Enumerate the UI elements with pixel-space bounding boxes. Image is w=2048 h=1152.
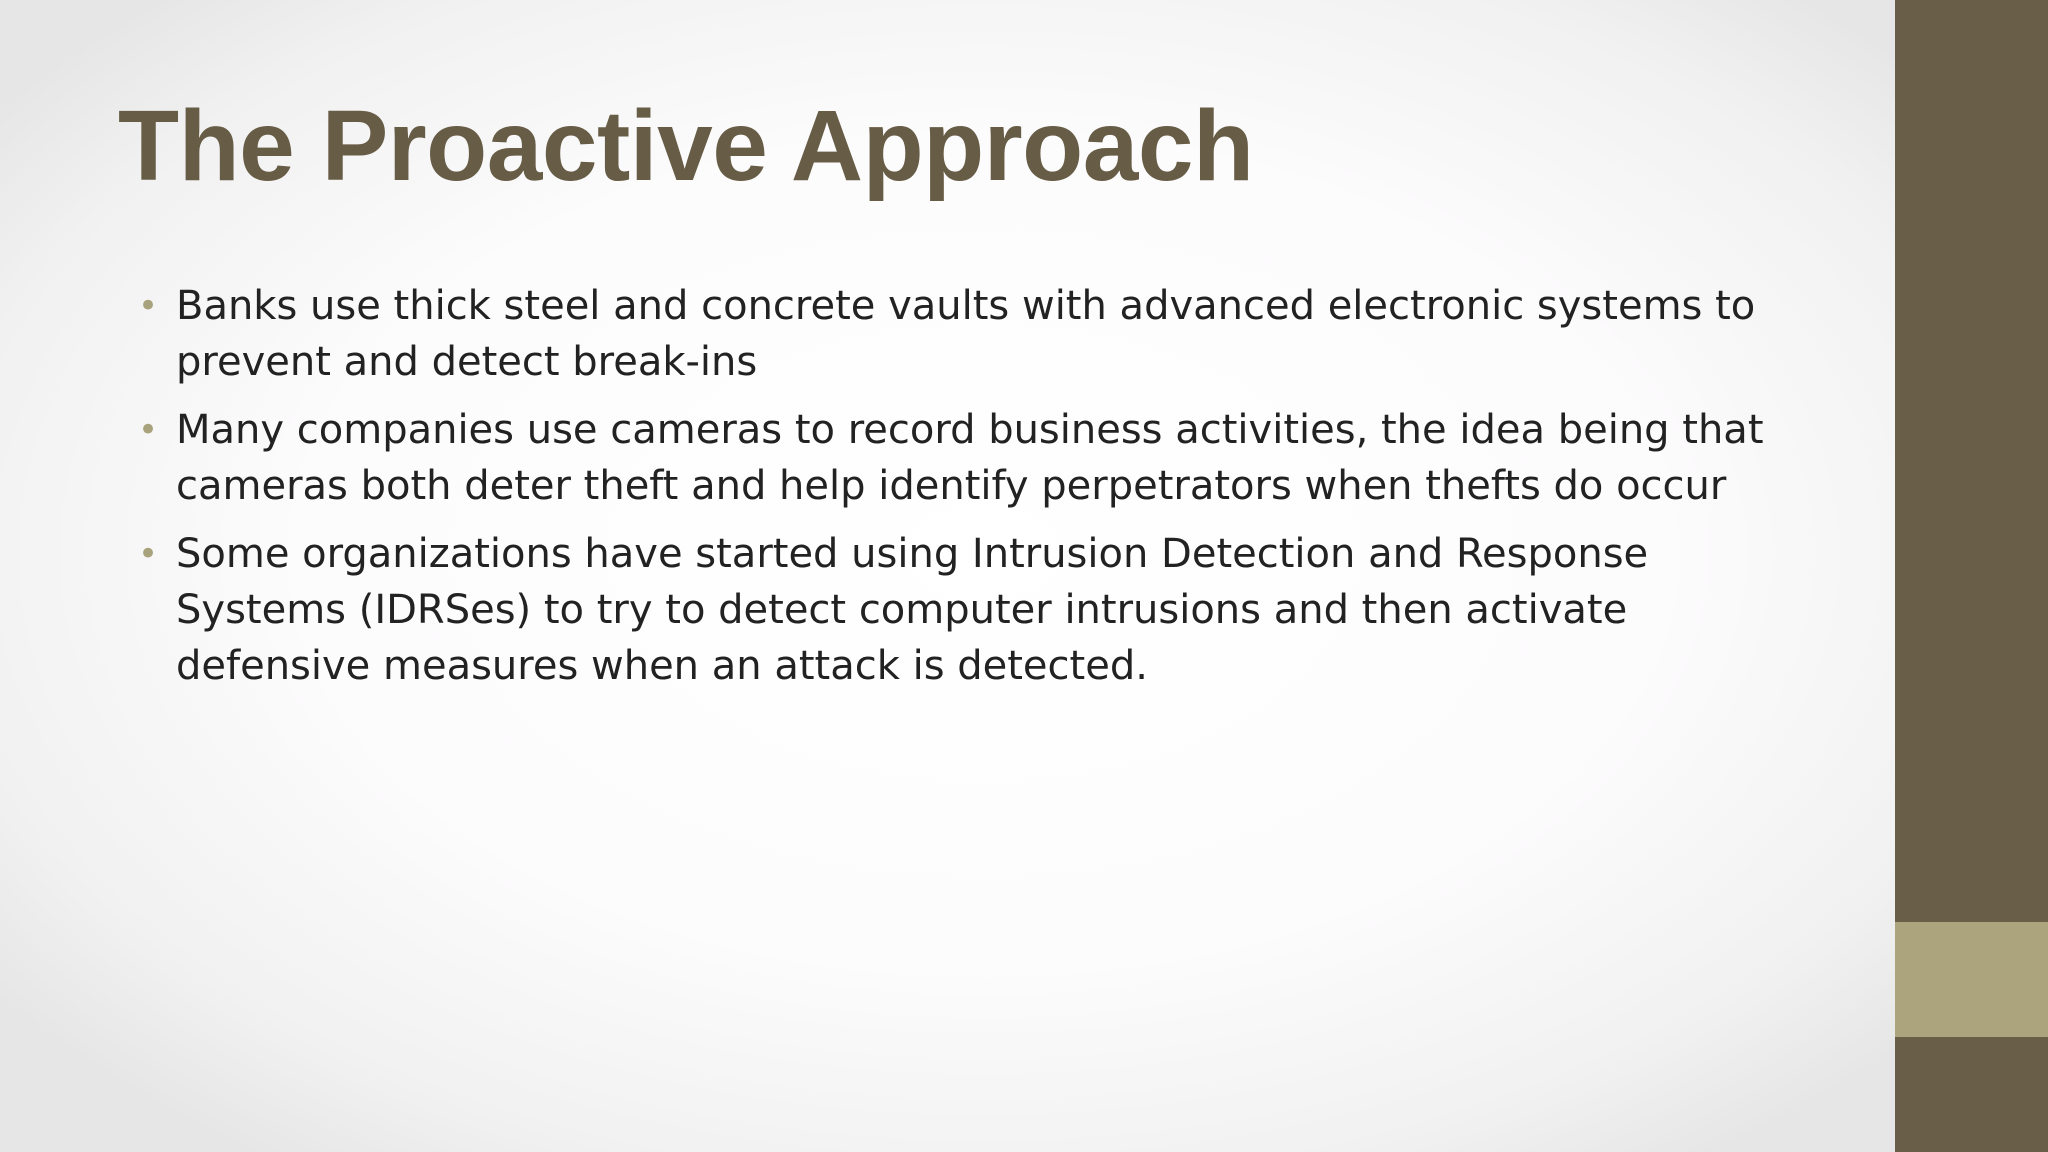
bullet-list — [138, 278, 1778, 706]
bullet-text: Banks use thick steel and concrete vaults with advanced electronic systems to prevent and detect break-ins — [176, 283, 1756, 385]
bullet-text: Some organizations have started using Intrusion Detection and Response Systems (IDRSes) to try to detect computer intrusions and then activate defensive measures when an attack is detected. — [176, 531, 1649, 689]
bullet-item — [138, 526, 1778, 694]
bullet-dot-icon: • — [138, 534, 159, 574]
bullet-dot-icon: • — [138, 410, 159, 450]
bullet-item — [138, 278, 1778, 390]
slide-title: The Proactive Approach — [118, 90, 1254, 202]
bullet-text: Many companies use cameras to record business activities, the idea being that cameras both deter theft and help identify perpetrators when thefts do occur — [176, 407, 1764, 509]
bullet-dot-icon: • — [138, 286, 159, 326]
bullet-item — [138, 402, 1778, 514]
decorative-sidebar-accent — [1895, 922, 2048, 1037]
